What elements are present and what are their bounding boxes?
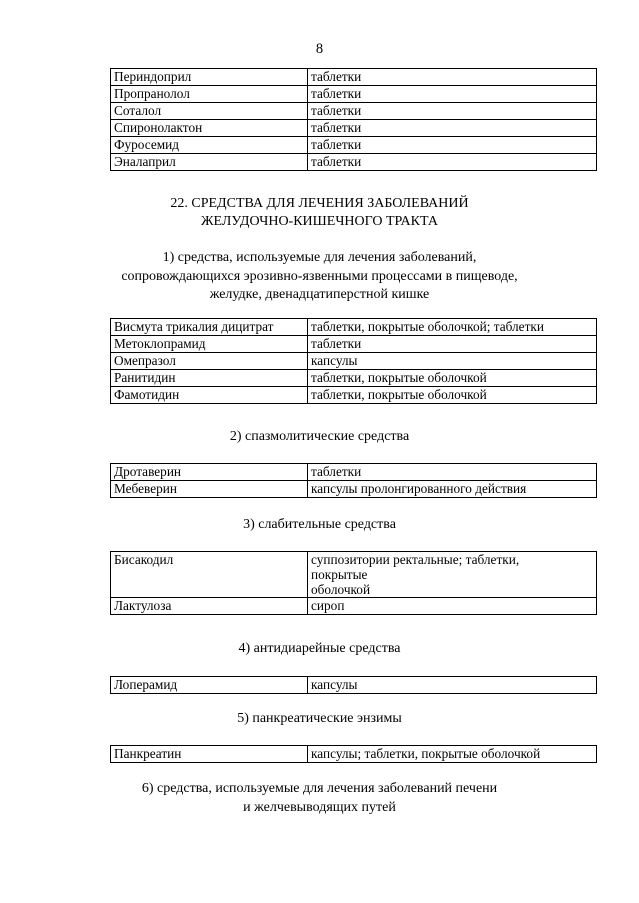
table-row xyxy=(111,598,597,615)
drug-form: таблетки xyxy=(308,336,597,353)
drug-form-line: покрытые xyxy=(311,567,368,582)
drug-name: Дротаверин xyxy=(111,464,308,481)
drug-form: таблетки xyxy=(308,69,597,86)
drug-form: таблетки, покрытые оболочкой; таблетки xyxy=(308,319,597,336)
table-row xyxy=(111,677,597,694)
drug-form: таблетки, покрытые оболочкой xyxy=(308,370,597,387)
section-title-line: ЖЕЛУДОЧНО-КИШЕЧНОГО ТРАКТА xyxy=(201,214,438,229)
subsection-title-1 xyxy=(0,249,639,305)
drug-table-top xyxy=(110,68,597,171)
drug-form: таблетки xyxy=(308,103,597,120)
drug-form: таблетки xyxy=(308,154,597,171)
table-row xyxy=(111,154,597,171)
drug-name: Омепразол xyxy=(111,353,308,370)
drug-form xyxy=(308,552,597,598)
drug-table-4 xyxy=(110,676,597,694)
subsection-title-6 xyxy=(0,780,639,817)
drug-name: Бисакодил xyxy=(111,552,308,598)
drug-name: Лактулоза xyxy=(111,598,308,615)
drug-name: Фамотидин xyxy=(111,387,308,404)
drug-form: капсулы xyxy=(308,677,597,694)
section-title-line: 22. СРЕДСТВА ДЛЯ ЛЕЧЕНИЯ ЗАБОЛЕВАНИЙ xyxy=(170,196,469,211)
subsection-title-line: желудке, двенадцатиперстной кишке xyxy=(209,287,430,302)
table-row xyxy=(111,86,597,103)
drug-form: капсулы; таблетки, покрытые оболочкой xyxy=(308,746,597,763)
drug-form: таблетки xyxy=(308,464,597,481)
drug-table-5 xyxy=(110,745,597,763)
drug-name: Ранитидин xyxy=(111,370,308,387)
subsection-title-2: 2) спазмолитические средства xyxy=(229,429,410,444)
subsection-title-line: и желчевыводящих путей xyxy=(243,799,396,815)
drug-name: Эналаприл xyxy=(111,154,308,171)
subsection-title-5: 5) панкреатические энзимы xyxy=(237,711,402,726)
drug-table-3 xyxy=(110,551,597,615)
drug-name: Спиронолактон xyxy=(111,120,308,137)
drug-form-line: суппозитории ректальные; таблетки, xyxy=(311,552,520,567)
subsection-title-line: 6) средства, используемые для лечения заболеваний печени xyxy=(141,781,498,796)
table-row xyxy=(111,387,597,404)
drug-form: таблетки xyxy=(308,137,597,154)
drug-form: капсулы пролонгированного действия xyxy=(308,481,597,498)
page-number: 8 xyxy=(315,41,324,57)
subsection-title-4: 4) антидиарейные средства xyxy=(238,641,401,656)
drug-form: таблетки, покрытые оболочкой xyxy=(308,387,597,404)
drug-name: Периндоприл xyxy=(111,69,308,86)
table-row xyxy=(111,319,597,336)
table-row xyxy=(111,481,597,498)
subsection-title-line: сопровождающихся эрозивно-язвенными процессами в пищеводе, xyxy=(121,268,518,284)
drug-table-1 xyxy=(110,318,597,404)
table-row xyxy=(111,120,597,137)
table-row xyxy=(111,353,597,370)
table-row xyxy=(111,370,597,387)
drug-name: Соталол xyxy=(111,103,308,120)
drug-name: Пропранолол xyxy=(111,86,308,103)
drug-form-line: оболочкой xyxy=(311,582,371,597)
drug-name: Лоперамид xyxy=(111,677,308,694)
drug-name: Метоклопрамид xyxy=(111,336,308,353)
drug-form: таблетки xyxy=(308,86,597,103)
drug-name: Мебеверин xyxy=(111,481,308,498)
table-row xyxy=(111,746,597,763)
table-row xyxy=(111,336,597,353)
drug-name: Панкреатин xyxy=(111,746,308,763)
table-row xyxy=(111,552,597,598)
table-row xyxy=(111,69,597,86)
drug-form: таблетки xyxy=(308,120,597,137)
drug-form: капсулы xyxy=(308,353,597,370)
drug-name: Висмута трикалия дицитрат xyxy=(111,319,308,336)
subsection-title-line: 1) средства, используемые для лечения заболеваний, xyxy=(162,250,477,265)
section-title xyxy=(0,195,639,231)
drug-name: Фуросемид xyxy=(111,137,308,154)
table-row xyxy=(111,137,597,154)
drug-table-2 xyxy=(110,463,597,498)
table-row xyxy=(111,103,597,120)
drug-form: сироп xyxy=(308,598,597,615)
table-row xyxy=(111,464,597,481)
subsection-title-3: 3) слабительные средства xyxy=(243,517,396,532)
